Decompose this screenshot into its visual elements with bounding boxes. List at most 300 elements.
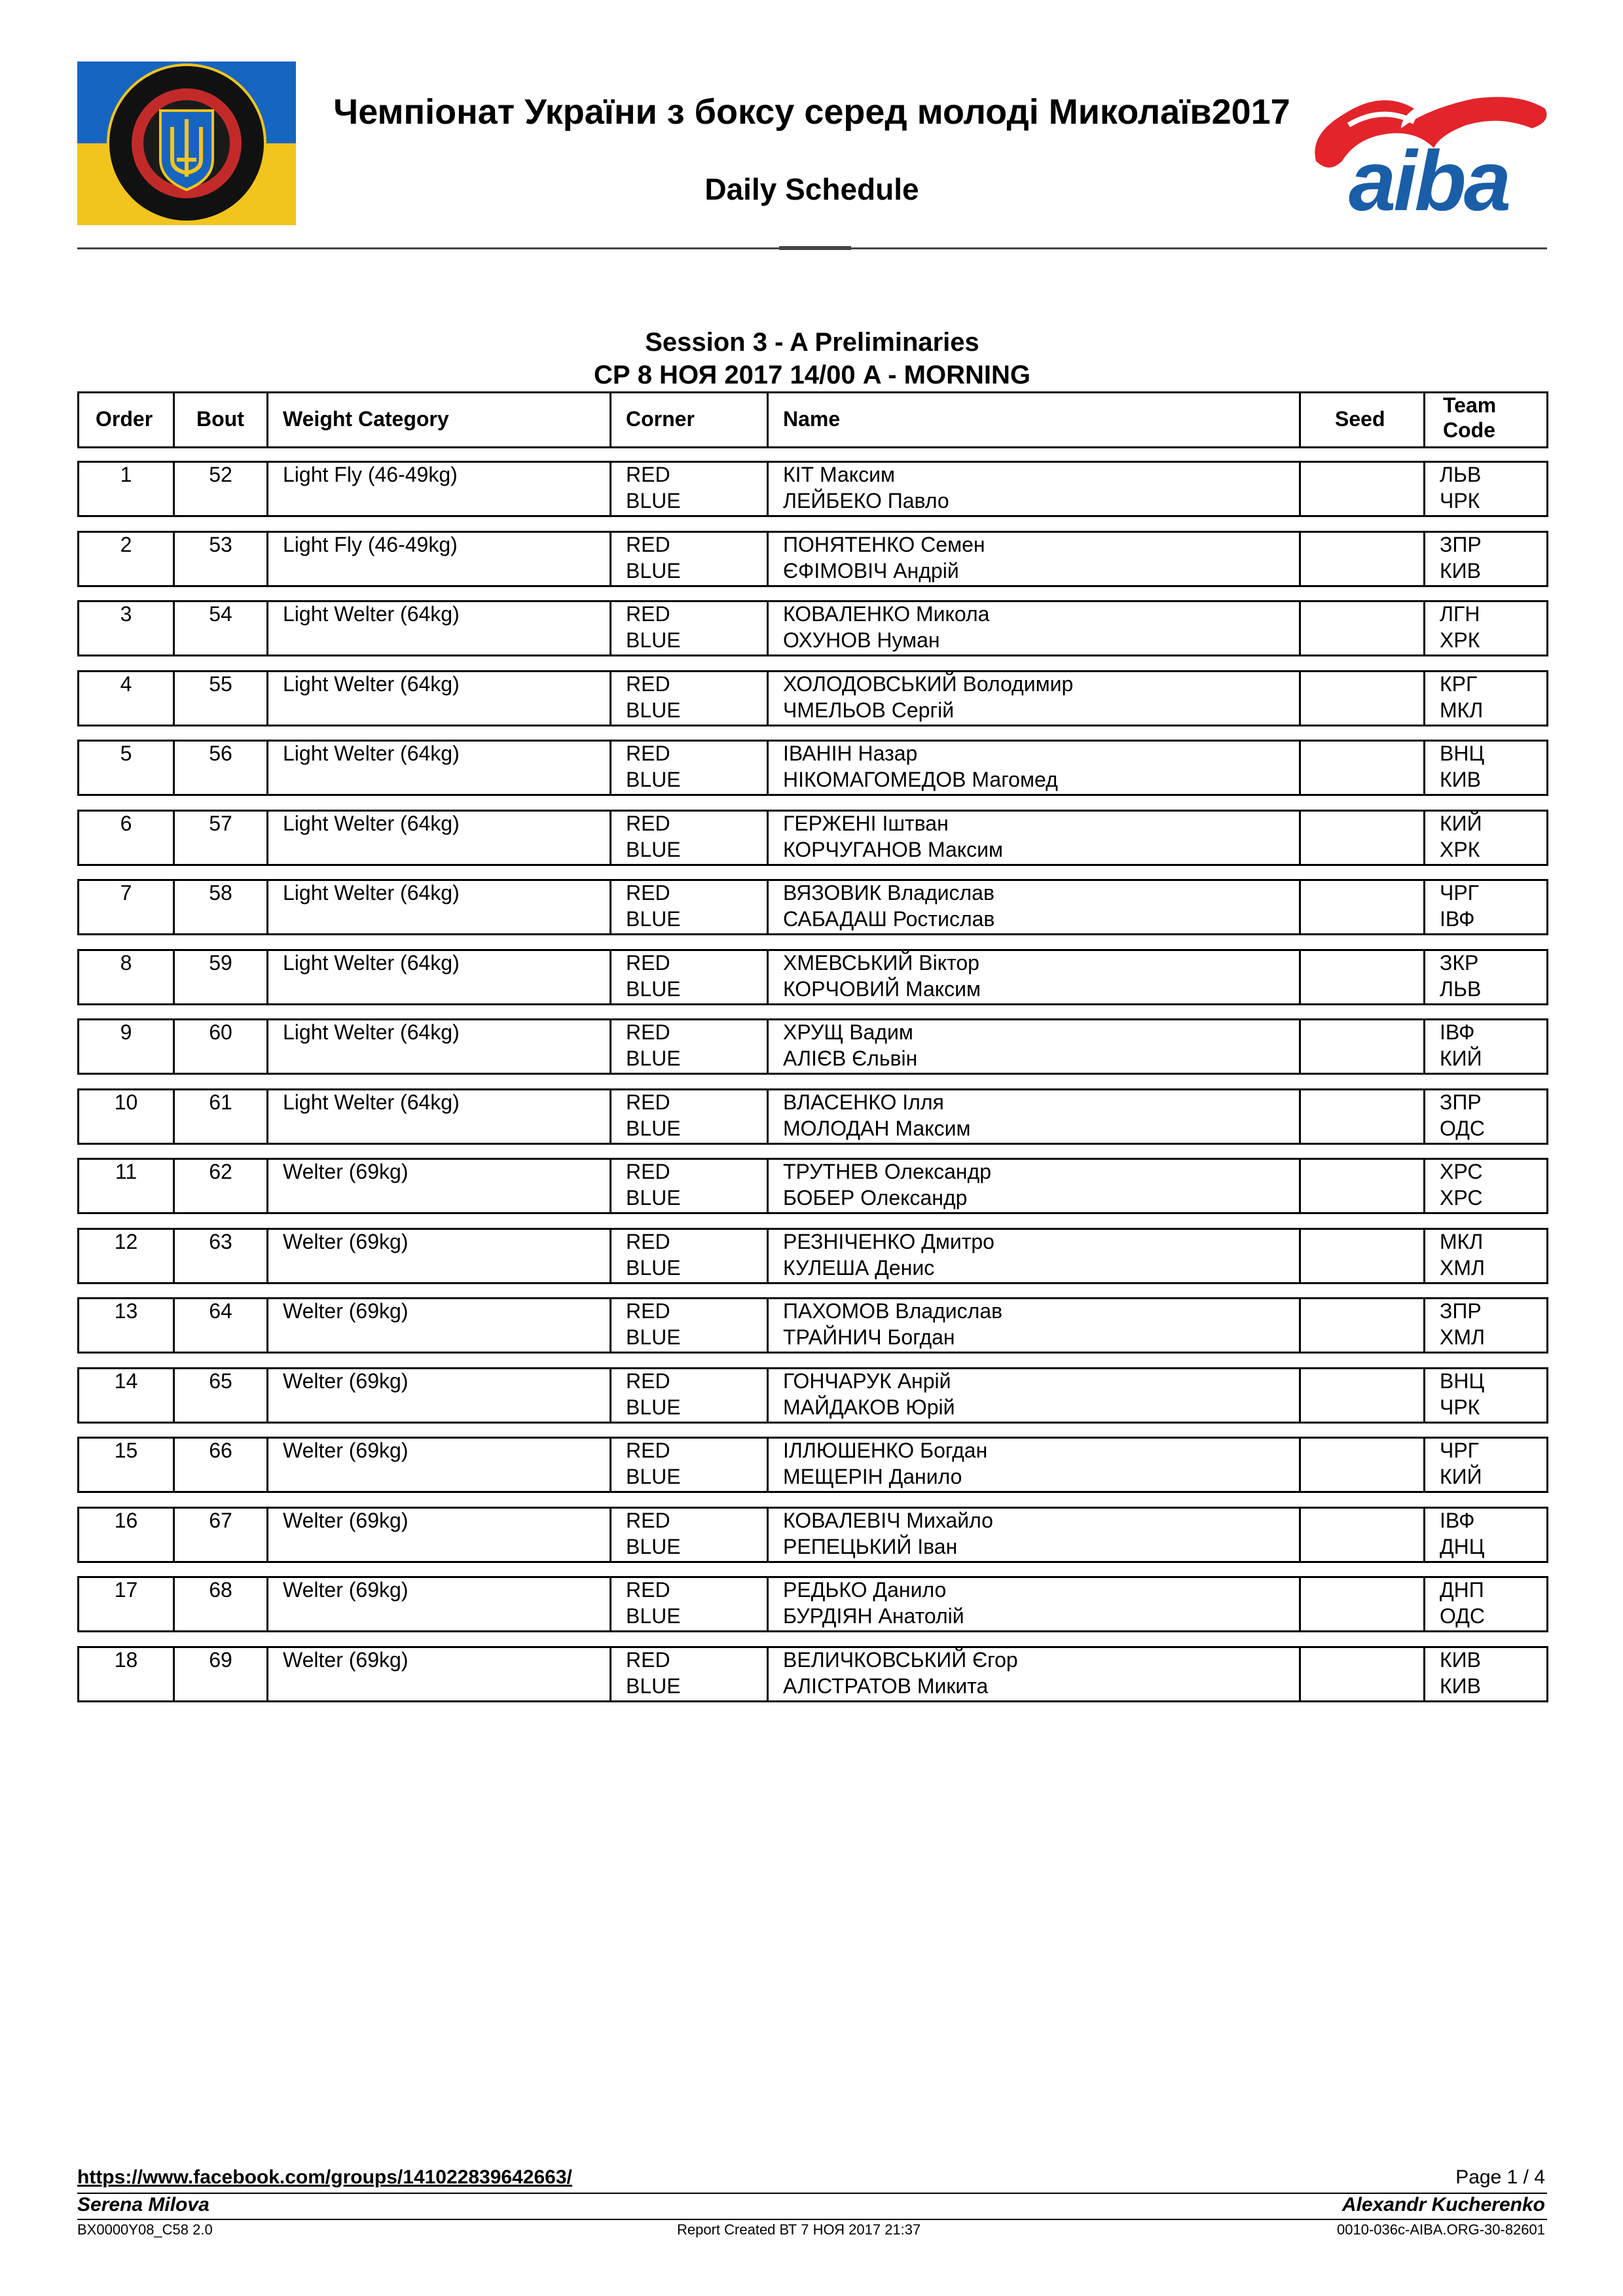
corner-cell	[610, 1369, 767, 1422]
bout-cell	[173, 1648, 266, 1700]
header-divider-mark	[779, 246, 851, 250]
corner-cell	[610, 1230, 767, 1282]
order-cell	[79, 1578, 173, 1630]
weight-category-cell	[266, 533, 610, 585]
weight-category-text: Welter (69kg)	[283, 1369, 409, 1393]
seed-cell	[1299, 1509, 1423, 1561]
team-code-text: ЗКР	[1440, 951, 1479, 975]
corner-cell	[610, 1299, 767, 1352]
name-text: ХРУЩ Вадим	[783, 1020, 913, 1044]
name-text: ХМЕВСЬКИЙ Віктор	[783, 951, 979, 975]
document-id: 0010-036c-AIBA.ORG-30-82601	[1337, 2221, 1545, 2238]
name-text: ЧМЕЛЬОВ Сергій	[783, 698, 955, 722]
seed-cell	[1299, 463, 1423, 515]
team-code-text: ХМЛ	[1440, 1325, 1485, 1349]
footer-left-signatory: Serena Milova	[77, 2194, 210, 2215]
name-cell	[767, 1509, 1299, 1561]
order-cell	[79, 1299, 173, 1352]
bout-text: 59	[209, 951, 232, 975]
header-order: Order	[96, 407, 153, 431]
weight-category-text: Light Welter (64kg)	[283, 951, 460, 975]
corner-text: RED	[626, 742, 670, 765]
order-cell	[79, 881, 173, 933]
team-code-cell	[1423, 1509, 1546, 1561]
corner-cell	[610, 672, 767, 725]
weight-category-text: Light Welter (64kg)	[283, 812, 460, 835]
bout-text: 68	[209, 1578, 232, 1602]
team-code-cell	[1423, 812, 1546, 864]
seed-cell	[1299, 672, 1423, 725]
table-row	[77, 1018, 1548, 1075]
bout-text: 69	[209, 1648, 232, 1672]
aiba-logo	[1303, 63, 1558, 220]
header-corner: Corner	[626, 407, 695, 431]
corner-text: RED	[626, 1090, 670, 1114]
name-cell	[767, 1648, 1299, 1700]
name-text: ВЕЛИЧКОВСЬКИЙ Єгор	[783, 1648, 1018, 1672]
corner-text: BLUE	[626, 489, 681, 512]
team-code-cell	[1423, 1160, 1546, 1212]
seed-cell	[1299, 602, 1423, 655]
name-text: ПАХОМОВ Владислав	[783, 1299, 1003, 1323]
team-code-text: ХРК	[1440, 628, 1480, 652]
bout-text: 66	[209, 1439, 232, 1462]
team-code-text: КИВ	[1440, 768, 1481, 791]
corner-text: RED	[626, 812, 670, 835]
table-row	[77, 1367, 1548, 1424]
order-text: 2	[120, 533, 132, 556]
name-text: РЕЗНІЧЕНКО Дмитро	[783, 1230, 994, 1253]
name-text: КУЛЕША Денис	[783, 1256, 935, 1280]
footer-divider	[77, 2193, 1547, 2194]
seed-cell	[1299, 1369, 1423, 1422]
corner-text: RED	[626, 1230, 670, 1253]
report-code: BX0000Y08_C58 2.0	[77, 2221, 213, 2238]
table-row	[77, 600, 1548, 656]
name-cell	[767, 1299, 1299, 1352]
team-code-text: ЧРГ	[1440, 1439, 1479, 1462]
seed-cell	[1299, 1578, 1423, 1630]
bout-cell	[173, 672, 266, 725]
corner-text: RED	[626, 1439, 670, 1462]
corner-text: RED	[626, 1509, 670, 1532]
corner-text: BLUE	[626, 1186, 681, 1210]
team-code-text: ІВФ	[1440, 907, 1475, 931]
team-code-text: КИВ	[1440, 1674, 1481, 1698]
corner-text: BLUE	[626, 1465, 681, 1488]
weight-category-text: Light Welter (64kg)	[283, 881, 460, 905]
name-text: ТРУТНЕВ Олександр	[783, 1160, 992, 1183]
corner-text: BLUE	[626, 1117, 681, 1140]
order-cell	[79, 602, 173, 655]
corner-text: RED	[626, 533, 670, 556]
seed-cell	[1299, 1648, 1423, 1700]
name-cell	[767, 1090, 1299, 1143]
corner-text: BLUE	[626, 907, 681, 931]
name-text: ПОНЯТЕНКО Семен	[783, 533, 985, 556]
name-text: ОХУНОВ Нуман	[783, 628, 940, 652]
corner-cell	[610, 463, 767, 515]
team-code-text: ЧРГ	[1440, 881, 1479, 905]
name-text: ХОЛОДОВСЬКИЙ Володимир	[783, 672, 1074, 696]
weight-category-cell	[266, 1439, 610, 1491]
name-text: ГЕРЖЕНІ Іштван	[783, 812, 949, 835]
name-text: НІКОМАГОМЕДОВ Магомед	[783, 768, 1058, 791]
name-text: ІЛЛЮШЕНКО Богдан	[783, 1439, 988, 1462]
weight-category-text: Light Welter (64kg)	[283, 672, 460, 696]
weight-category-text: Welter (69kg)	[283, 1299, 409, 1323]
session-date: СР 8 НОЯ 2017 14/00 A - MORNING	[594, 361, 1030, 389]
team-code-text: КИЙ	[1440, 1465, 1482, 1488]
name-text: КІТ Максим	[783, 463, 896, 486]
bout-text: 57	[209, 812, 232, 835]
team-code-cell	[1423, 1439, 1546, 1491]
table-row	[77, 1507, 1548, 1563]
name-text: ІВАНІН Назар	[783, 742, 918, 765]
team-code-text: КИЙ	[1440, 1047, 1482, 1070]
weight-category-cell	[266, 672, 610, 725]
name-cell	[767, 951, 1299, 1003]
team-code-text: ЗПР	[1440, 533, 1482, 556]
corner-cell	[610, 1439, 767, 1491]
team-code-text: ХРС	[1440, 1186, 1483, 1210]
corner-text: BLUE	[626, 1047, 681, 1070]
svg-text:aiba: aiba	[1349, 133, 1509, 220]
weight-category-cell	[266, 881, 610, 933]
corner-text: RED	[626, 881, 670, 905]
name-cell	[767, 1020, 1299, 1073]
team-code-cell	[1423, 533, 1546, 585]
team-code-text: ДНЦ	[1440, 1535, 1485, 1558]
bout-cell	[173, 812, 266, 864]
corner-cell	[610, 742, 767, 794]
order-text: 18	[114, 1648, 138, 1672]
name-cell	[767, 1439, 1299, 1491]
weight-category-cell	[266, 1648, 610, 1700]
corner-text: BLUE	[626, 838, 681, 861]
bout-text: 52	[209, 463, 232, 486]
corner-text: BLUE	[626, 628, 681, 652]
team-code-text: ДНП	[1440, 1578, 1484, 1602]
seed-cell	[1299, 1160, 1423, 1212]
bout-cell	[173, 1090, 266, 1143]
weight-category-cell	[266, 951, 610, 1003]
corner-text: RED	[626, 1020, 670, 1044]
bout-text: 60	[209, 1020, 232, 1044]
bout-text: 56	[209, 742, 232, 765]
team-code-text: КИВ	[1440, 1648, 1481, 1672]
corner-text: RED	[626, 1648, 670, 1672]
session-title: Session 3 - A Preliminaries	[645, 328, 979, 357]
name-text: ЄФІМОВІЧ Андрій	[783, 559, 959, 583]
order-cell	[79, 1648, 173, 1700]
bout-cell	[173, 1299, 266, 1352]
team-code-cell	[1423, 1299, 1546, 1352]
weight-category-cell	[266, 1090, 610, 1143]
name-text: КОВАЛЕВІЧ Михайло	[783, 1509, 993, 1532]
weight-category-text: Welter (69kg)	[283, 1230, 409, 1253]
order-text: 13	[114, 1299, 138, 1323]
team-code-text: ЗПР	[1440, 1299, 1482, 1323]
corner-text: BLUE	[626, 1604, 681, 1628]
order-text: 3	[120, 602, 132, 626]
bout-text: 58	[209, 881, 232, 905]
name-cell	[767, 742, 1299, 794]
name-text: БУРДІЯН Анатолій	[783, 1604, 964, 1628]
team-code-text: ЛЬВ	[1440, 463, 1482, 486]
page-title: Чемпіонат України з боксу серед молоді Миколаїв2017	[333, 92, 1290, 132]
bout-cell	[173, 1578, 266, 1630]
team-code-text: ОДС	[1440, 1604, 1485, 1628]
team-code-text: КРГ	[1440, 672, 1478, 696]
session-heading	[77, 326, 1547, 391]
weight-category-cell	[266, 1160, 610, 1212]
bout-cell	[173, 533, 266, 585]
bout-text: 64	[209, 1299, 232, 1323]
team-code-text: КИЙ	[1440, 812, 1482, 835]
team-code-text: ЗПР	[1440, 1090, 1482, 1114]
footer-link[interactable]: https://www.facebook.com/groups/141022839642663/	[77, 2166, 572, 2188]
order-cell	[79, 1020, 173, 1073]
seed-cell	[1299, 533, 1423, 585]
corner-text: BLUE	[626, 1256, 681, 1280]
weight-category-cell	[266, 463, 610, 515]
seed-cell	[1299, 1090, 1423, 1143]
name-cell	[767, 533, 1299, 585]
bout-cell	[173, 463, 266, 515]
weight-category-cell	[266, 1369, 610, 1422]
order-cell	[79, 463, 173, 515]
seed-cell	[1299, 881, 1423, 933]
table-row	[77, 670, 1548, 726]
bout-cell	[173, 1509, 266, 1561]
team-code-text: МКЛ	[1440, 698, 1484, 722]
name-text: ЛЕЙБЕКО Павло	[783, 489, 949, 512]
corner-text: BLUE	[626, 1674, 681, 1698]
table-row	[77, 1228, 1548, 1284]
name-cell	[767, 463, 1299, 515]
weight-category-text: Welter (69kg)	[283, 1439, 409, 1462]
order-text: 15	[114, 1439, 138, 1462]
order-cell	[79, 672, 173, 725]
team-code-text: ХРС	[1440, 1160, 1483, 1183]
weight-category-cell	[266, 1509, 610, 1561]
footer-divider-2	[77, 2219, 1547, 2220]
bout-cell	[173, 1439, 266, 1491]
weight-category-text: Light Fly (46-49kg)	[283, 463, 458, 486]
table-header	[77, 391, 1548, 448]
name-text: РЕПЕЦЬКИЙ Іван	[783, 1535, 958, 1558]
order-cell	[79, 1160, 173, 1212]
corner-text: BLUE	[626, 977, 681, 1001]
bout-cell	[173, 742, 266, 794]
footer-right-signatory: Alexandr Kucherenko	[1341, 2194, 1545, 2215]
name-cell	[767, 1230, 1299, 1282]
name-text: КОВАЛЕНКО Микола	[783, 602, 990, 626]
weight-category-text: Welter (69kg)	[283, 1578, 409, 1602]
corner-cell	[610, 1509, 767, 1561]
table-row	[77, 879, 1548, 935]
name-text: ГОНЧАРУК Анрій	[783, 1369, 951, 1393]
order-text: 9	[120, 1020, 132, 1044]
bout-cell	[173, 1369, 266, 1422]
name-cell	[767, 1578, 1299, 1630]
page-subtitle: Daily Schedule	[704, 172, 919, 206]
seed-cell	[1299, 1299, 1423, 1352]
corner-text: RED	[626, 1578, 670, 1602]
order-text: 4	[120, 672, 132, 696]
header-team-line2: Code	[1443, 418, 1495, 442]
header-name: Name	[783, 407, 841, 431]
name-text: КОРЧУГАНОВ Максим	[783, 838, 1003, 861]
bout-text: 53	[209, 533, 232, 556]
name-cell	[767, 1160, 1299, 1212]
bout-cell	[173, 951, 266, 1003]
weight-category-text: Welter (69kg)	[283, 1509, 409, 1532]
name-text: КОРЧОВИЙ Максим	[783, 977, 981, 1001]
bout-text: 67	[209, 1509, 232, 1532]
corner-cell	[610, 951, 767, 1003]
seed-cell	[1299, 812, 1423, 864]
corner-text: RED	[626, 672, 670, 696]
team-code-cell	[1423, 463, 1546, 515]
name-text: МЕЩЕРІН Данило	[783, 1465, 962, 1488]
table-row	[77, 949, 1548, 1005]
team-code-text: ІВФ	[1440, 1509, 1475, 1532]
order-cell	[79, 1369, 173, 1422]
team-code-text: ЛЬВ	[1440, 977, 1482, 1001]
weight-category-text: Welter (69kg)	[283, 1160, 409, 1183]
team-code-text: ВНЦ	[1440, 1369, 1485, 1393]
name-text: ВЛАСЕНКО Ілля	[783, 1090, 944, 1114]
bout-cell	[173, 1020, 266, 1073]
corner-text: BLUE	[626, 1395, 681, 1419]
corner-text: BLUE	[626, 698, 681, 722]
team-code-text: КИВ	[1440, 559, 1481, 583]
name-text: САБАДАШ Ростислав	[783, 907, 995, 931]
team-code-text: ХМЛ	[1440, 1256, 1485, 1280]
name-cell	[767, 672, 1299, 725]
bout-text: 61	[209, 1090, 232, 1114]
name-text: АЛІСТРАТОВ Микита	[783, 1674, 989, 1698]
bout-text: 54	[209, 602, 232, 626]
order-cell	[79, 951, 173, 1003]
name-text: ТРАЙНИЧ Богдан	[783, 1325, 955, 1349]
team-code-cell	[1423, 1230, 1546, 1282]
team-code-cell	[1423, 1369, 1546, 1422]
corner-text: RED	[626, 951, 670, 975]
team-code-text: ІВФ	[1440, 1020, 1475, 1044]
team-code-text: ЧРК	[1440, 489, 1480, 512]
name-cell	[767, 881, 1299, 933]
corner-text: BLUE	[626, 768, 681, 791]
corner-cell	[610, 1578, 767, 1630]
team-code-text: ВНЦ	[1440, 742, 1485, 765]
ukrainian-boxing-federation-logo	[77, 62, 296, 225]
team-code-cell	[1423, 1578, 1546, 1630]
bout-text: 63	[209, 1230, 232, 1253]
bout-text: 55	[209, 672, 232, 696]
seed-cell	[1299, 1020, 1423, 1073]
order-text: 10	[114, 1090, 138, 1114]
corner-text: RED	[626, 1299, 670, 1323]
corner-cell	[610, 881, 767, 933]
seed-cell	[1299, 1439, 1423, 1491]
weight-category-text: Light Welter (64kg)	[283, 602, 460, 626]
order-text: 7	[120, 881, 132, 905]
order-text: 8	[120, 951, 132, 975]
team-code-cell	[1423, 672, 1546, 725]
corner-text: RED	[626, 1369, 670, 1393]
weight-category-cell	[266, 742, 610, 794]
bout-cell	[173, 1160, 266, 1212]
page-number: Page 1 / 4	[1455, 2166, 1545, 2188]
team-code-cell	[1423, 881, 1546, 933]
team-code-text: МКЛ	[1440, 1230, 1484, 1253]
corner-cell	[610, 1090, 767, 1143]
weight-category-text: Light Welter (64kg)	[283, 1020, 460, 1044]
weight-category-cell	[266, 1020, 610, 1073]
seed-cell	[1299, 951, 1423, 1003]
team-code-text: ЛГН	[1440, 602, 1480, 626]
bout-text: 65	[209, 1369, 232, 1393]
name-text: МОЛОДАН Максим	[783, 1117, 971, 1140]
weight-category-text: Light Welter (64kg)	[283, 742, 460, 765]
table-row	[77, 461, 1548, 517]
order-cell	[79, 1230, 173, 1282]
header-weight-category: Weight Category	[283, 407, 449, 431]
bout-cell	[173, 881, 266, 933]
weight-category-cell	[266, 812, 610, 864]
weight-category-cell	[266, 1230, 610, 1282]
table-row	[77, 1646, 1548, 1702]
order-cell	[79, 533, 173, 585]
name-cell	[767, 602, 1299, 655]
order-text: 14	[114, 1369, 138, 1393]
table-row	[77, 1437, 1548, 1493]
team-code-cell	[1423, 1020, 1546, 1073]
name-text: РЕДЬКО Данило	[783, 1578, 947, 1602]
corner-cell	[610, 533, 767, 585]
corner-text: BLUE	[626, 1535, 681, 1558]
corner-text: RED	[626, 1160, 670, 1183]
table-row	[77, 531, 1548, 587]
order-text: 17	[114, 1578, 138, 1602]
table-row	[77, 1158, 1548, 1214]
order-cell	[79, 1509, 173, 1561]
team-code-cell	[1423, 951, 1546, 1003]
team-code-text: ОДС	[1440, 1117, 1485, 1140]
corner-text: RED	[626, 463, 670, 486]
table-row	[77, 1088, 1548, 1145]
bout-cell	[173, 1230, 266, 1282]
order-text: 11	[115, 1160, 137, 1183]
weight-category-cell	[266, 1299, 610, 1352]
corner-text: RED	[626, 602, 670, 626]
corner-cell	[610, 812, 767, 864]
order-text: 5	[120, 742, 132, 765]
corner-cell	[610, 1020, 767, 1073]
name-text: МАЙДАКОВ Юрій	[783, 1395, 955, 1419]
bout-cell	[173, 602, 266, 655]
order-text: 12	[114, 1230, 138, 1253]
team-code-text: ЧРК	[1440, 1395, 1480, 1419]
order-text: 6	[120, 812, 132, 835]
order-cell	[79, 1439, 173, 1491]
weight-category-cell	[266, 602, 610, 655]
corner-text: BLUE	[626, 559, 681, 583]
weight-category-text: Welter (69kg)	[283, 1648, 409, 1672]
